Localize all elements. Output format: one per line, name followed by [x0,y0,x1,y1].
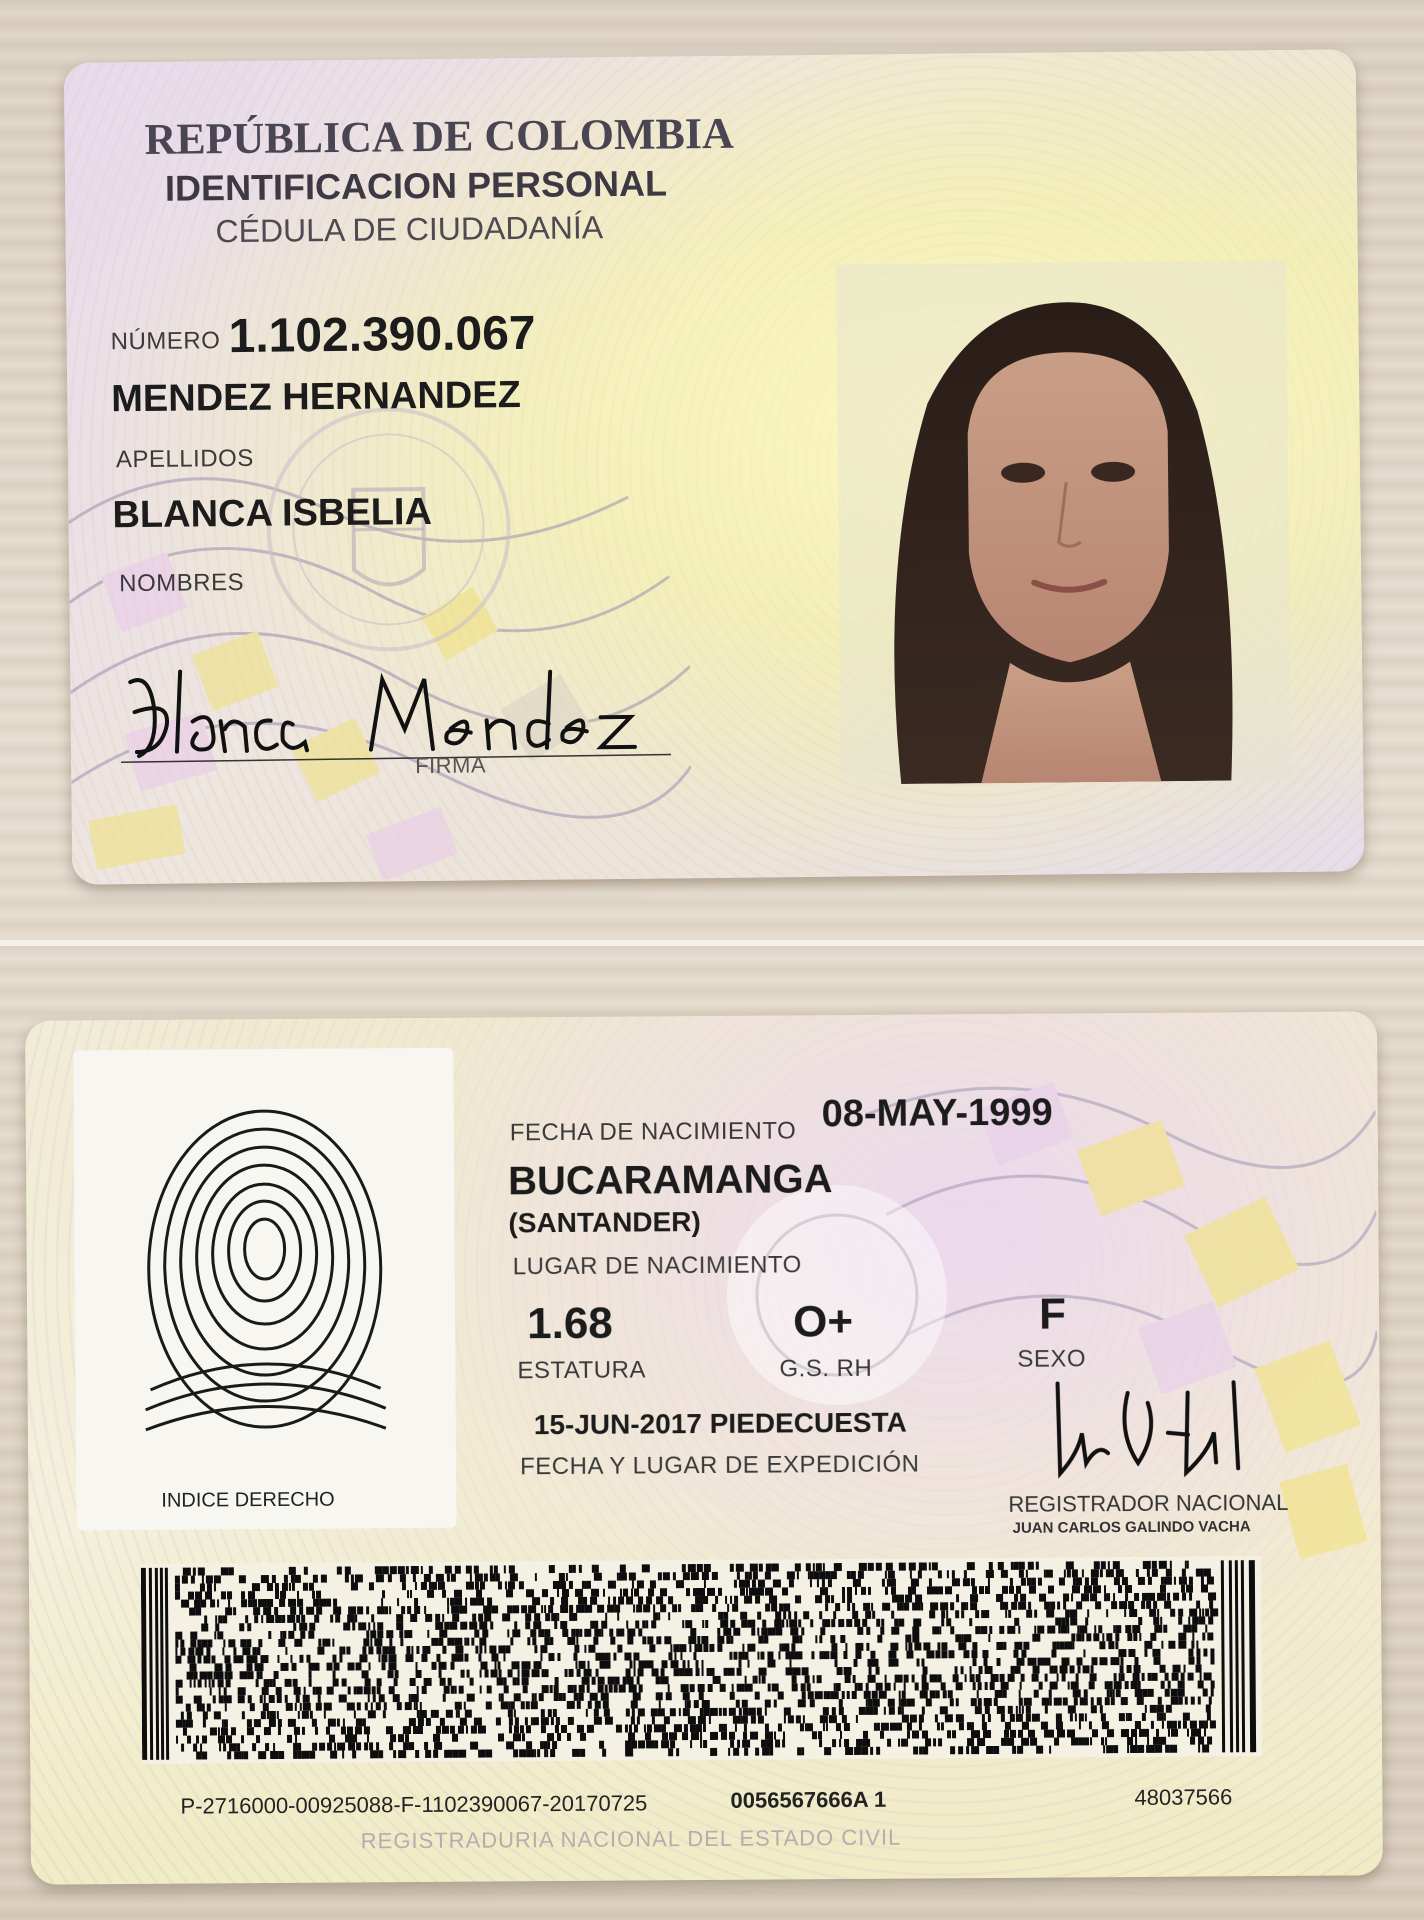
front-photo [0,0,1424,940]
issue-date-place-label: FECHA Y LUGAR DE EXPEDICIÓN [520,1450,920,1481]
birth-date-label: FECHA DE NACIMIENTO [509,1117,797,1147]
signature-label: FIRMA [414,752,487,779]
pdf417-barcode [141,1556,1262,1764]
document-type: IDENTIFICACION PERSONAL [164,162,668,209]
watermark-text: REGISTRADURIA NACIONAL DEL ESTADO CIVIL [360,1824,902,1854]
issue-date-place: 15-JUN-2017 PIEDECUESTA [533,1406,907,1441]
birth-date: 08-MAY-1999 [821,1091,1053,1136]
surnames: MENDEZ HERNANDEZ [111,374,522,421]
height-value: 1.68 [526,1298,613,1349]
height-label: ESTATURA [517,1356,647,1385]
sex-value: F [1038,1289,1067,1339]
id-card-front [64,49,1365,884]
holder-photo [836,260,1291,785]
id-card-back [25,1011,1383,1884]
given-names: BLANCA ISBELIA [112,490,433,537]
fingerprint-label: INDICE DERECHO [161,1488,335,1512]
surnames-label: APELLIDOS [115,444,254,474]
footer-code-2: 0056567666A 1 [730,1786,887,1813]
registrar-name: JUAN CARLOS GALINDO VACHA [1012,1518,1251,1537]
birth-department: (SANTANDER) [508,1206,701,1239]
country-title: REPÚBLICA DE COLOMBIA [144,108,734,164]
given-names-label: NOMBRES [119,568,245,598]
birth-city: BUCARAMANGA [507,1157,833,1204]
id-number: 1.102.390.067 [228,306,536,364]
footer-code-3: 48037566 [1134,1784,1233,1811]
document-name: CÉDULA DE CIUDADANÍA [215,209,604,250]
sex-label: SEXO [1017,1345,1087,1373]
registrar-title: REGISTRADOR NACIONAL [1008,1489,1289,1517]
birth-place-label: LUGAR DE NACIMIENTO [512,1251,802,1281]
blood-type-label: G.S. RH [779,1354,873,1383]
numero-label: NÚMERO [110,327,221,356]
back-photo [0,946,1424,1920]
footer-code-1: P-2716000-00925088-F-1102390067-20170725 [180,1790,648,1819]
fingerprint-image [128,1088,401,1450]
fingerprint-panel [73,1048,456,1531]
blood-type-value: O+ [792,1296,854,1347]
